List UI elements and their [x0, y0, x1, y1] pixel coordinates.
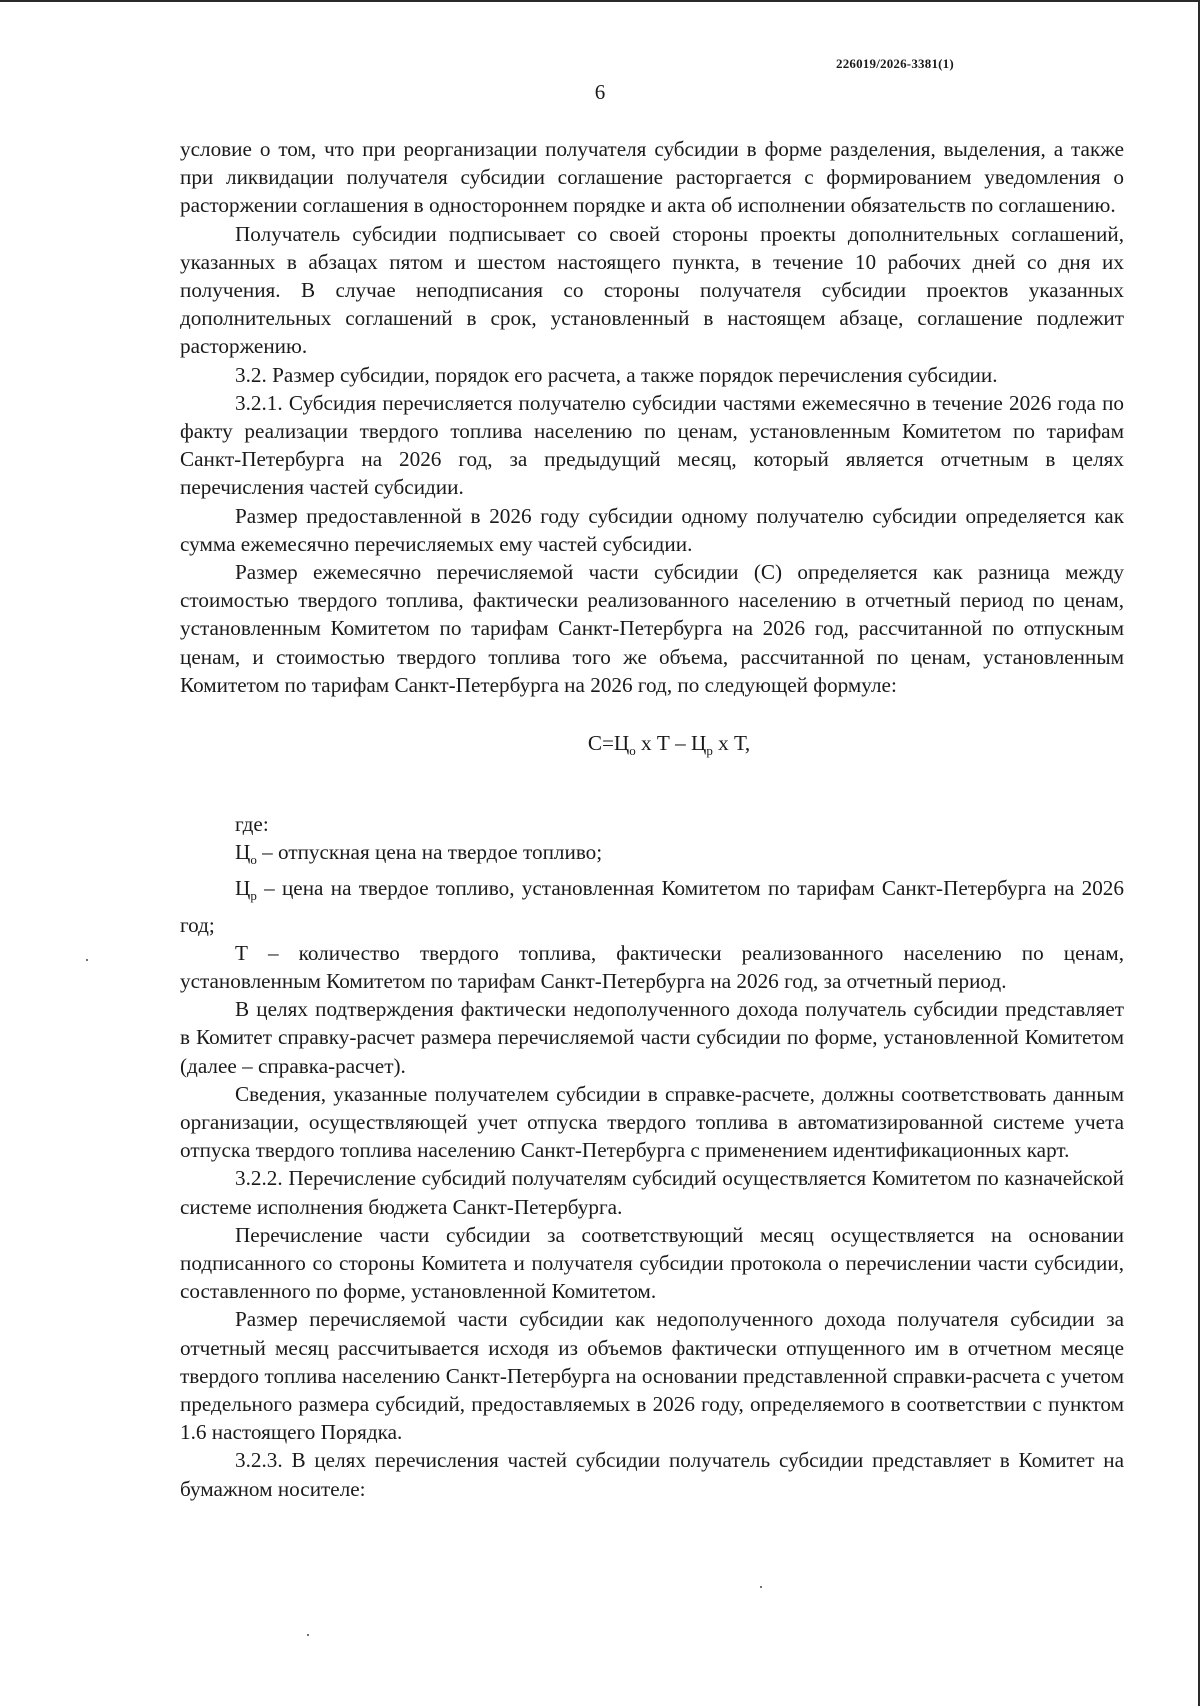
definition-t: Т – количество твердого топлива, фактически реализованного населению по ценам, установленным Комитетом по тарифам Санкт-Петербурга на 2026 год, за отчетный период.	[180, 940, 1124, 993]
subsidy-formula: $С=Ц_о$ х Т – $Ц_р$ х Т,	[587, 731, 751, 759]
paragraph: Перечисление части субсидии за соответствующий месяц осуществляется на основании подписанного со стороны Комитета и получателя субсидии протокола о перечислении части субсидии, составленного по форме, установленной Комитетом.	[180, 1222, 1124, 1304]
paragraph: 3.2.1. Субсидия перечисляется получателю субсидии частями ежемесячно в течение 2026 года по факту реализации твердого топлива населению по ценам, установленным Комитетом по тарифам Санкт-Петербурга на 2026 год, за предыдущий месяц, который является отчетным в целях перечисления частей субсидии.	[180, 390, 1124, 500]
document-body	[180, 135, 1124, 1503]
section-heading-3-2: 3.2. Размер субсидии, порядок его расчета, а также порядок перечисления субсидии.	[235, 362, 998, 387]
page-number: 6	[594, 80, 606, 104]
scan-speck	[86, 959, 88, 961]
scan-border-top	[0, 0, 1200, 2]
paragraph: Размер ежемесячно перечисляемой части субсидии (С) определяется как разница между стоимостью твердого топлива, фактически реализованного населению в отчетный период по ценам, установленным Комитетом по тарифам Санкт-Петербурга на 2026 год, рассчитанной по отпускным ценам, и стоимостью твердого топлива того же объема, рассчитанной по ценам, установленным Комитетом по тарифам Санкт-Петербурга на 2026 год, по следующей формуле:	[180, 560, 1124, 697]
paragraph: Размер предоставленной в 2026 году субсидии одному получателю субсидии определяется как сумма ежемесячно перечисляемых ему частей субсидии.	[180, 503, 1124, 556]
definition-cp: $Ц_р$ – цена на твердое топливо, установленная Комитетом по тарифам Санкт-Петербурга на 2026 год;	[180, 876, 1124, 937]
section-heading-3-2-3: 3.2.3. В целях перечисления частей субсидии получатель субсидии представляет в Комитет на бумажном носителе:	[180, 1448, 1124, 1501]
paragraph: условие о том, что при реорганизации получателя субсидии в форме разделения, выделения, а также при ликвидации получателя субсидии соглашение расторгается с формированием уведомления о расторжении соглашения в одностороннем порядке и акта об исполнении обязательств по соглашению.	[180, 137, 1124, 218]
paragraph: В целях подтверждения фактически недополученного дохода получатель субсидии представляет в Комитет справку-расчет размера перечисляемой части субсидии по форме, установленной Комитетом (далее – справка-расчет).	[180, 997, 1124, 1078]
paragraph: Получатель субсидии подписывает со своей стороны проекты дополнительных соглашений, указанных в абзацах пятом и шестом настоящего пункта, в течение 10 рабочих дней со дня их получения. В случае неподписания со стороны получателя субсидии проектов указанных дополнительных соглашений в срок, установленный в настоящем абзаце, соглашение подлежит расторжению.	[180, 221, 1124, 359]
scan-speck	[760, 1586, 762, 1588]
definition-c0: $Ц_о$ – отпускная цена на твердое топливо;	[235, 839, 603, 867]
scan-speck	[307, 1634, 309, 1636]
paragraph: Сведения, указанные получателем субсидии в справке-расчете, должны соответствовать данным организации, осуществляющей учет отпуска твердого топлива в автоматизированной системе учета отпуска твердого топлива населению Санкт-Петербурга с применением идентификационных карт.	[180, 1081, 1124, 1163]
paragraph: Размер перечисляемой части субсидии как недополученного дохода получателя субсидии за отчетный месяц рассчитывается исходя из объемов фактически отпущенного им в отчетном месяце твердого топлива населению Санкт-Петербурга на основании представленной справки-расчета с учетом предельного размера субсидий, предоставляемых в 2026 году, определяемого в соответствии с пунктом 1.6 настоящего Порядка.	[180, 1307, 1124, 1445]
section-heading-3-2-2: 3.2.2. Перечисление субсидий получателям субсидий осуществляется Комитетом по казначейской системе исполнения бюджета Санкт-Петербурга.	[180, 1166, 1124, 1219]
definitions-label: где:	[235, 811, 269, 836]
document-id: 226019/2026-3381(1)	[836, 56, 954, 71]
